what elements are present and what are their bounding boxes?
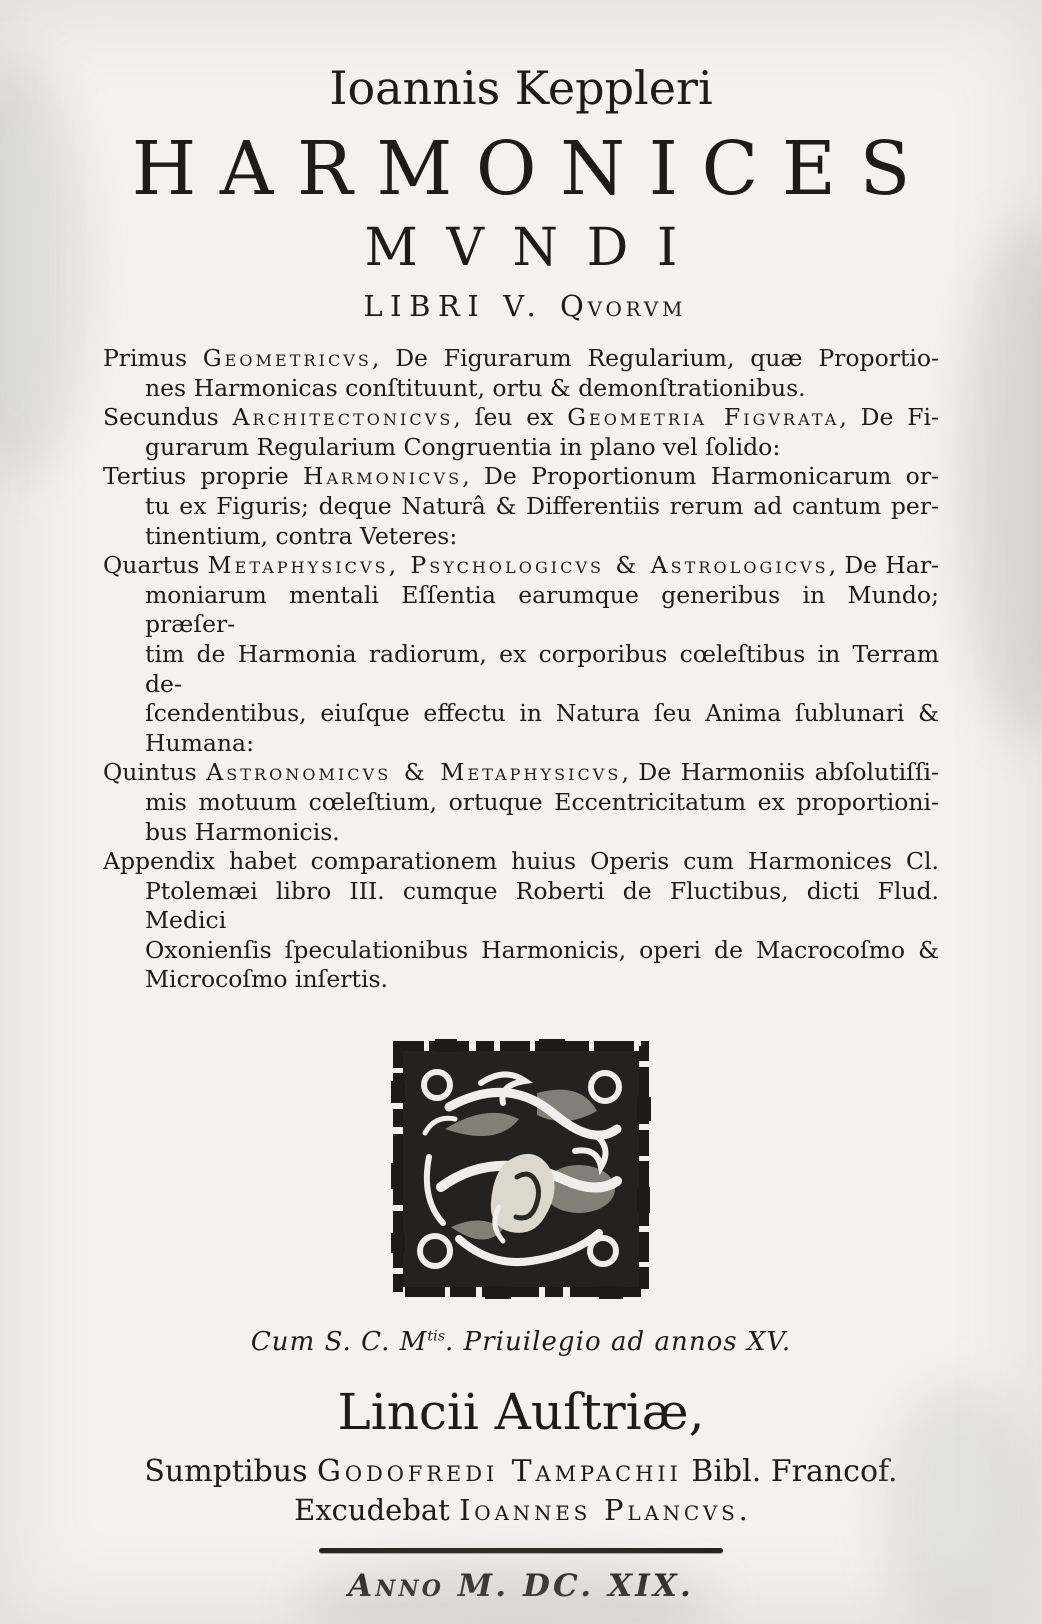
text-run: , De Proportionum Harmonicarum or-: [462, 462, 939, 491]
book-description-line: [103, 847, 939, 877]
book-descriptions: [103, 344, 939, 995]
small-caps-text-run: Harmonicvs: [302, 462, 463, 491]
imprint-year: [0, 1568, 1042, 1604]
text-run: , ſeu ex: [453, 403, 568, 432]
text-run: Ptolemæi libro III. cumque Roberti de Fluctibus, dicti Flud. Medici: [145, 876, 939, 935]
printer-ornament: [389, 1037, 653, 1301]
book-description-line: [103, 522, 939, 552]
small-caps-text-run: Astronomicvs & Metaphysicvs: [206, 758, 622, 787]
book-description-line: [103, 818, 939, 848]
text-run: .: [738, 1493, 748, 1528]
small-caps-text-run: Godofredi Tampachii: [317, 1454, 682, 1490]
book-entry: [103, 403, 939, 462]
woodcut-ornament-image: [389, 1037, 653, 1301]
text-run: Microcoſmo inſertis.: [145, 965, 389, 994]
book-description-line: [103, 344, 939, 374]
book-description-line: [103, 699, 939, 729]
text-run: tis: [427, 1328, 446, 1345]
text-run: M. DC. XIX.: [443, 1568, 694, 1605]
book-description-line: [103, 551, 939, 581]
text-run: LIBRI V.: [363, 289, 561, 323]
small-caps-text-run: Architectonicvs: [232, 403, 454, 432]
text-run: , De Fi-: [839, 403, 939, 432]
imprint-place: Lincii Auſtriæ,: [337, 1383, 705, 1442]
text-run: , De Har-: [828, 551, 939, 580]
text-run: moniarum mentali Eſſentia earumque generibus in Mundo; præſer-: [145, 580, 939, 639]
subtitle-libri-quorum: [0, 286, 1042, 326]
book-description-line: [103, 581, 939, 640]
text-run: , De Figurarum Regularium, quæ Proportio-: [371, 344, 939, 372]
text-run: tu ex Figuris; deque Naturâ & Differentiis rerum ad cantum per-: [145, 491, 939, 520]
small-caps-text-run: Metaphysicvs, Psychologicvs & Astrologicvs: [207, 551, 829, 580]
text-run: tinentium, contra Veteres:: [145, 521, 458, 550]
text-run: Humana:: [145, 728, 254, 757]
main-title-line1: HARMONICES: [131, 126, 934, 212]
small-caps-text-run: Geometria Figvrata: [567, 403, 840, 432]
small-caps-text-run: Anno: [348, 1568, 444, 1605]
text-run: Appendix habet comparationem huius Operis cum Harmonices Cl.: [103, 847, 939, 876]
text-run: Tertius proprie: [103, 462, 303, 491]
text-run: nes Harmonicas conſtituunt, ortu & demonſtrationibus.: [145, 373, 806, 402]
text-run: Primus: [103, 344, 203, 372]
book-entry: [103, 462, 939, 551]
text-run: bus Harmonicis.: [145, 817, 340, 846]
book-description-line: [103, 640, 939, 699]
text-run: tim de Harmonia radiorum, ex corporibus cœleſtibus in Terram de-: [145, 639, 939, 698]
text-run: Cum S. C. M: [250, 1327, 428, 1358]
text-run: Secundus: [103, 403, 233, 432]
main-title-line2: MVNDI: [364, 218, 707, 278]
small-caps-text-run: Ioannes Plancvs: [459, 1493, 739, 1528]
book-entry: [103, 551, 939, 758]
text-run: . Priuilegio ad annos XV.: [445, 1327, 792, 1358]
book-description-line: [103, 374, 939, 404]
book-description-line: [103, 936, 939, 966]
privilege-line: [0, 1327, 1042, 1357]
book-description-line: [103, 492, 939, 522]
author-name: Ioannis Keppleri: [329, 61, 713, 115]
imprint-publisher: [0, 1453, 1042, 1491]
book-description-line: [103, 788, 939, 818]
text-run: Excudebat: [294, 1493, 460, 1528]
book-description-line: [103, 462, 939, 492]
text-run: Quintus: [103, 758, 207, 787]
text-run: Oxonienſis ſpeculationibus Harmonicis, operi de Macrocoſmo &: [145, 935, 939, 964]
book-entry: [103, 758, 939, 847]
book-entry: [103, 847, 939, 995]
small-caps-text-run: Qvorvm: [560, 289, 687, 323]
small-caps-text-run: Geometricvs: [202, 344, 372, 372]
text-run: mis motuum cœleſtium, ortuque Eccentricitatum ex proportioni-: [145, 787, 939, 816]
text-run: Sumptibus: [144, 1454, 318, 1490]
text-run: gurarum Regularium Congruentia in plano vel ſolido:: [145, 432, 781, 461]
book-description-line: [103, 758, 939, 788]
text-run: Quartus: [103, 551, 208, 580]
text-run: , De Harmoniis abſolutiſſi-: [621, 758, 939, 787]
text-run: Bibl. Francof.: [681, 1454, 898, 1490]
book-description-line: [103, 877, 939, 936]
imprint-printer: [0, 1492, 1042, 1528]
book-description-line: [103, 729, 939, 759]
book-description-line: [103, 433, 939, 463]
book-description-line: [103, 965, 939, 995]
divider-rule: [319, 1548, 723, 1553]
text-run: ſcendentibus, eiuſque effectu in Natura ſeu Anima ſublunari &: [145, 699, 939, 728]
book-entry: [103, 344, 939, 403]
book-description-line: [103, 403, 939, 433]
